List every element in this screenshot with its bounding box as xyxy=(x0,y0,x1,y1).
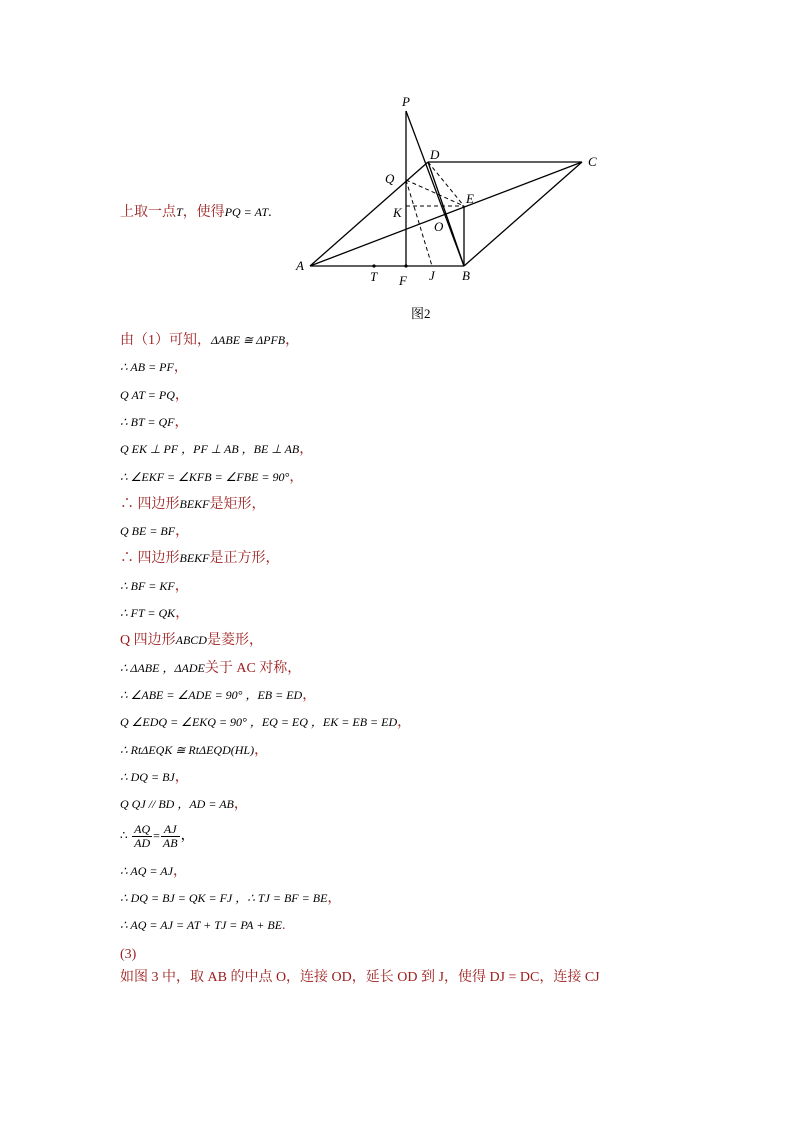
proof-line xyxy=(120,549,280,568)
label-b: B xyxy=(462,268,470,283)
part3-label: (3) xyxy=(120,947,137,962)
proof-line-math: Q QJ // BD ，AD = AB xyxy=(120,797,234,812)
proof-line-post: ， xyxy=(299,442,314,458)
proof-line-math: ∴ FT = QK xyxy=(120,606,176,620)
proof-line xyxy=(120,495,266,514)
proof-line-post: ， xyxy=(285,333,300,348)
proof-line-math: ΔABE ≅ ΔPFB xyxy=(211,333,286,347)
proof-line xyxy=(120,916,286,935)
proof-line-math: ∴ ∠ABE = ∠ADE = 90° ，EB = ED xyxy=(120,687,303,702)
proof-line-post: ， xyxy=(289,469,304,485)
proof-line-math: ∴ DQ = BJ xyxy=(120,769,175,784)
proof-line-post: 是正方形， xyxy=(209,551,280,567)
proof-line-math: ∴ BF = KF xyxy=(120,578,175,593)
geometry-figure xyxy=(0,0,794,300)
intro-end: . xyxy=(268,205,272,220)
proof-line-post: ， xyxy=(175,606,190,621)
proof-line xyxy=(120,686,316,705)
label-k: K xyxy=(393,205,402,220)
label-e: E xyxy=(466,191,474,206)
proof-line-math: Q BE = BF xyxy=(120,524,176,539)
proof-line-post: ， xyxy=(174,387,189,403)
proof-line-post: ， xyxy=(327,891,342,906)
proof-line-math: BEKF xyxy=(179,551,210,566)
figure-caption: 图2 xyxy=(411,306,431,321)
fraction-den-1: AD xyxy=(134,836,151,850)
label-c: C xyxy=(588,154,597,169)
intro-var: T xyxy=(176,205,183,219)
proof-line-math: ∴ AB = PF xyxy=(120,360,174,375)
label-f: F xyxy=(399,273,407,288)
proof-line xyxy=(120,386,189,405)
proof-line-post: . xyxy=(282,918,286,933)
proof-line-pre: ∴ 四边形 xyxy=(120,496,180,512)
proof-line-post: ， xyxy=(172,864,187,879)
label-j: J xyxy=(429,268,435,283)
fraction-den-2: AB xyxy=(162,836,178,850)
segment-ad xyxy=(310,162,428,266)
segment-cb xyxy=(464,162,582,266)
proof-line-post: ， xyxy=(397,715,412,731)
proof-line xyxy=(120,468,303,487)
fraction-line xyxy=(120,823,195,850)
proof-line-math: ∴ DQ = BJ = QK = FJ ，∴ TJ = BF = BE xyxy=(120,891,328,905)
fraction-num-2: AJ xyxy=(161,823,180,837)
fraction-post: ， xyxy=(180,828,195,844)
label-t: T xyxy=(370,269,378,284)
segment-qj xyxy=(406,180,432,266)
proof-line xyxy=(120,331,299,350)
part3-text: 如图 3 中，取 AB 的中点 O，连接 OD，延长 OD 到 J，使得 DJ = DC，连接 CJ xyxy=(120,970,600,985)
proof-line-post: ， xyxy=(175,524,190,540)
proof-line-math: ABCD xyxy=(175,633,207,648)
proof-line-pre: Q 四边形 xyxy=(120,633,176,649)
proof-line-pre: ∴ 四边形 xyxy=(120,551,180,567)
proof-line-post: ， xyxy=(233,797,248,813)
proof-line-post: ， xyxy=(174,578,189,594)
segment-pb xyxy=(406,111,464,266)
proof-line-post: ， xyxy=(254,742,269,758)
fraction-num-1: AQ xyxy=(134,822,151,836)
proof-line-post: 是矩形， xyxy=(209,496,266,512)
proof-line xyxy=(120,358,188,377)
proof-line-math: ∴ RtΔEQK ≅ RtΔEQD(HL) xyxy=(120,742,255,757)
proof-line xyxy=(120,440,313,459)
proof-line-math: Q ∠EDQ = ∠EKQ = 90° ，EQ = EQ ，EK = EB = ED xyxy=(120,715,398,730)
point-t-dot xyxy=(372,264,375,267)
fraction-eq: = xyxy=(153,828,160,843)
proof-line-post: ， xyxy=(173,360,188,376)
proof-line-math: ∴ ∠EKF = ∠KFB = ∠FBE = 90° xyxy=(120,469,290,484)
proof-line xyxy=(120,889,341,908)
proof-line-post: ， xyxy=(174,769,189,785)
proof-line xyxy=(120,631,263,650)
proof-line-math: Q EK ⊥ PF ，PF ⊥ AB ，BE ⊥ AB xyxy=(120,442,300,457)
label-a: A xyxy=(296,258,304,273)
fraction-aq-ad xyxy=(132,823,152,850)
label-q: Q xyxy=(385,171,395,186)
point-f-dot xyxy=(404,264,407,267)
proof-line-post: 关于 AC 对称， xyxy=(204,660,302,676)
proof-line xyxy=(120,795,248,814)
proof-line xyxy=(120,413,189,432)
proof-line xyxy=(120,604,189,623)
intro-eq: PQ = AT xyxy=(224,205,269,219)
proof-line xyxy=(120,577,189,596)
fraction-therefore: ∴ xyxy=(120,828,128,843)
proof-line-math: ∴ ΔABE ，ΔADE xyxy=(120,660,205,675)
intro-text: 上取一点 xyxy=(120,205,176,220)
proof-line-post: ， xyxy=(174,414,189,430)
intro-mid: ，使得 xyxy=(182,205,225,220)
label-o: O xyxy=(434,219,444,234)
proof-line-math: Q AT = PQ xyxy=(120,387,175,402)
proof-line-pre: 由（1）可知， xyxy=(120,333,211,348)
fraction-aj-ab xyxy=(161,823,180,850)
proof-line-math: ∴ BT = QF xyxy=(120,414,175,429)
proof-line xyxy=(120,659,301,678)
proof-line-math: ∴ AQ = AJ = AT + TJ = PA + BE xyxy=(120,918,283,932)
label-d: D xyxy=(430,147,440,162)
proof-line-math: BEKF xyxy=(179,496,210,511)
proof-line xyxy=(120,768,189,787)
proof-line xyxy=(120,713,411,732)
proof-line xyxy=(120,741,268,760)
proof-line-math: ∴ AQ = AJ xyxy=(120,864,173,878)
proof-line-post: 是菱形， xyxy=(206,633,263,649)
label-p: P xyxy=(402,94,410,109)
proof-line-post: ， xyxy=(302,687,317,703)
proof-line xyxy=(120,522,189,541)
proof-line xyxy=(120,862,187,881)
